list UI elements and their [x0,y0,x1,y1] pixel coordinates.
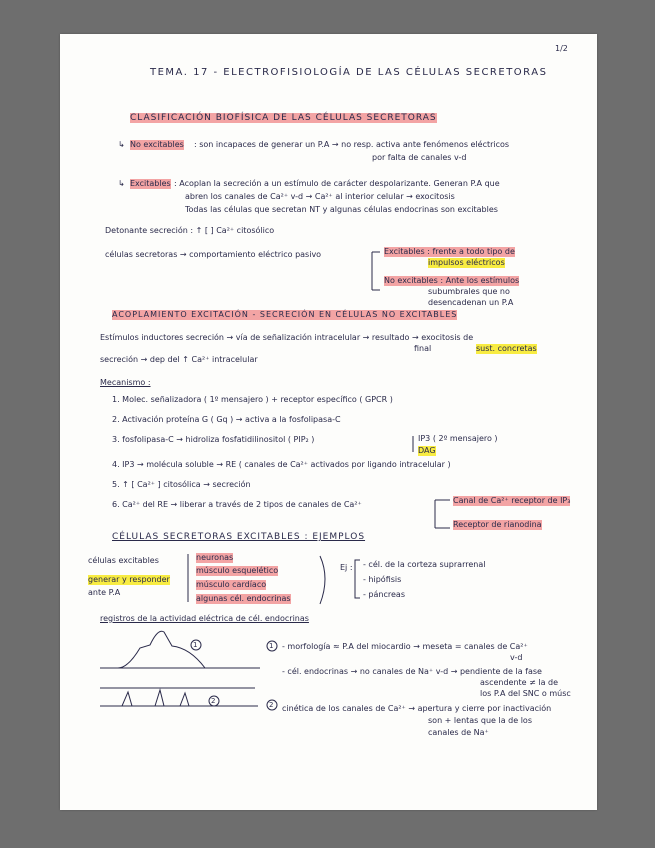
recording-note-2c: los P.A del SNC o músc [480,689,571,698]
term-no-excitables: No excitables [130,140,184,149]
example-cardiac-muscle: músculo cardíaco [196,580,267,589]
dag-label: DAG [418,446,436,455]
branch-excitables: Excitables : frente a todo tipo de [384,247,515,256]
noexc-definition: : son incapaces de generar un P.A → no resp. activa ante fenómenos eléctricos [194,140,510,149]
generate-respond-label: generar y responder [88,575,170,584]
bullet-arrow-icon: ↳ [118,140,125,149]
mechanism-step-5: 5. ↑ [ Ca²⁺ ] citosólica → secreción [112,480,251,489]
branch-no-excitables-2: subumbrales que no [428,287,510,296]
annotation-number-2: 2 [269,701,274,709]
ante-pa-label: ante P.A [88,588,121,597]
recording-number-2: 2 [211,697,216,705]
recording-note-3b: son + lentas que la de los [428,716,532,725]
example-neurons: neuronas [196,553,234,562]
channel-ryanodine-receptor: Receptor de rianodina [453,520,542,529]
bullet-arrow-icon: ↳ [118,179,125,188]
secretion-dependence: secreción → dep del ↑ Ca²⁺ intracelular [100,355,258,364]
recording-number-1: 1 [193,641,198,649]
branch-no-excitables: No excitables : Ante los estímulos [384,276,520,285]
section-heading-coupling: ACOPLAMIENTO EXCITACIÓN - SECRECIÓN EN CÉLULAS NO EXCITABLES [112,310,458,319]
stimuli-line-final: final [414,344,432,353]
annotation-number-1: 1 [269,642,274,650]
exc-definition-3: Todas las células que secretan NT y algunas células endocrinas son excitables [185,205,498,214]
section-heading-classification: CLASIFICACIÓN BIOFÍSICA DE LAS CÉLULAS SECRETORAS [130,113,437,123]
mechanism-step-1: 1. Molec. señalizadora ( 1º mensajero ) + receptor específico ( GPCR ) [112,395,393,404]
page-number: 1/2 [555,44,568,53]
recording-note-1-vd: v-d [510,653,523,662]
mechanism-step-6: 6. Ca²⁺ del RE → liberar a través de 2 tipos de canales de Ca²⁺ [112,500,362,509]
mechanism-step-3: 3. fosfolipasa-C → hidroliza fosfatidilinositol ( PIP₂ ) [112,435,315,444]
recording-note-3: cinética de los canales de Ca²⁺ → apertura y cierre por inactivación [282,704,552,713]
channel-ip3-receptor: Canal de Ca²⁺ receptor de IP₃ [453,496,571,505]
page-title: TEMA. 17 - ELECTROFISIOLOGÍA DE LAS CÉLULAS SECRETORAS [150,67,548,78]
term-excitables: Excitables [130,179,171,188]
ej-example-2: - hipófisis [363,575,402,584]
recording-note-3c: canales de Na⁺ [428,728,489,737]
detonante-secrecion: Detonante secreción : ↑ [ ] Ca²⁺ citosólico [105,226,275,235]
recording-note-2b: ascendente ≠ la de [480,678,559,687]
ip3-second-messenger: IP3 ( 2º mensajero ) [418,434,498,443]
ej-example-3: - páncreas [363,590,405,599]
passive-behavior: células secretoras → comportamiento eléctrico pasivo [105,250,322,259]
example-endocrine-cells: algunas cél. endocrinas [196,594,291,603]
exc-definition: : Acoplan la secreción a un estímulo de carácter despolarizante. Generan P.A que [174,179,500,188]
branch-excitables-2: impulsos eléctricos [428,258,505,267]
recordings-heading: registros de la actividad eléctrica de cél. endocrinas [100,614,309,623]
branch-no-excitables-3: desencadenan un P.A [428,298,514,307]
section-heading-examples: CÉLULAS SECRETORAS EXCITABLES : EJEMPLOS [112,532,366,542]
recording-note-1: - morfología ≈ P.A del miocardio → meseta = canales de Ca²⁺ [282,642,528,651]
ej-label: Ej : [340,563,353,572]
mechanism-step-4: 4. IP3 → molécula soluble → RE ( canales de Ca²⁺ activados por ligando intracelular ) [112,460,451,469]
noexc-definition-2: por falta de canales v-d [372,153,467,162]
mechanism-step-2: 2. Activación proteína G ( Gq ) → activa a la fosfolipasa-C [112,415,341,424]
stimuli-line-subst: sust. concretas [476,344,537,353]
stimuli-line: Estímulos inductores secreción → vía de señalización intracelular → resultado → exocitosis de [100,333,474,342]
mechanism-label: Mecanismo : [100,378,151,387]
example-skeletal-muscle: músculo esquelético [196,566,279,575]
exc-definition-2: abren los canales de Ca²⁺ v-d → Ca²⁺ al interior celular → exocitosis [185,192,455,201]
recording-note-2: - cél. endocrinas → no canales de Na⁺ v-d → pendiente de la fase [282,667,542,676]
ej-example-1: - cél. de la corteza suprarrenal [363,560,486,569]
excitable-cells-label: células excitables [88,556,159,565]
